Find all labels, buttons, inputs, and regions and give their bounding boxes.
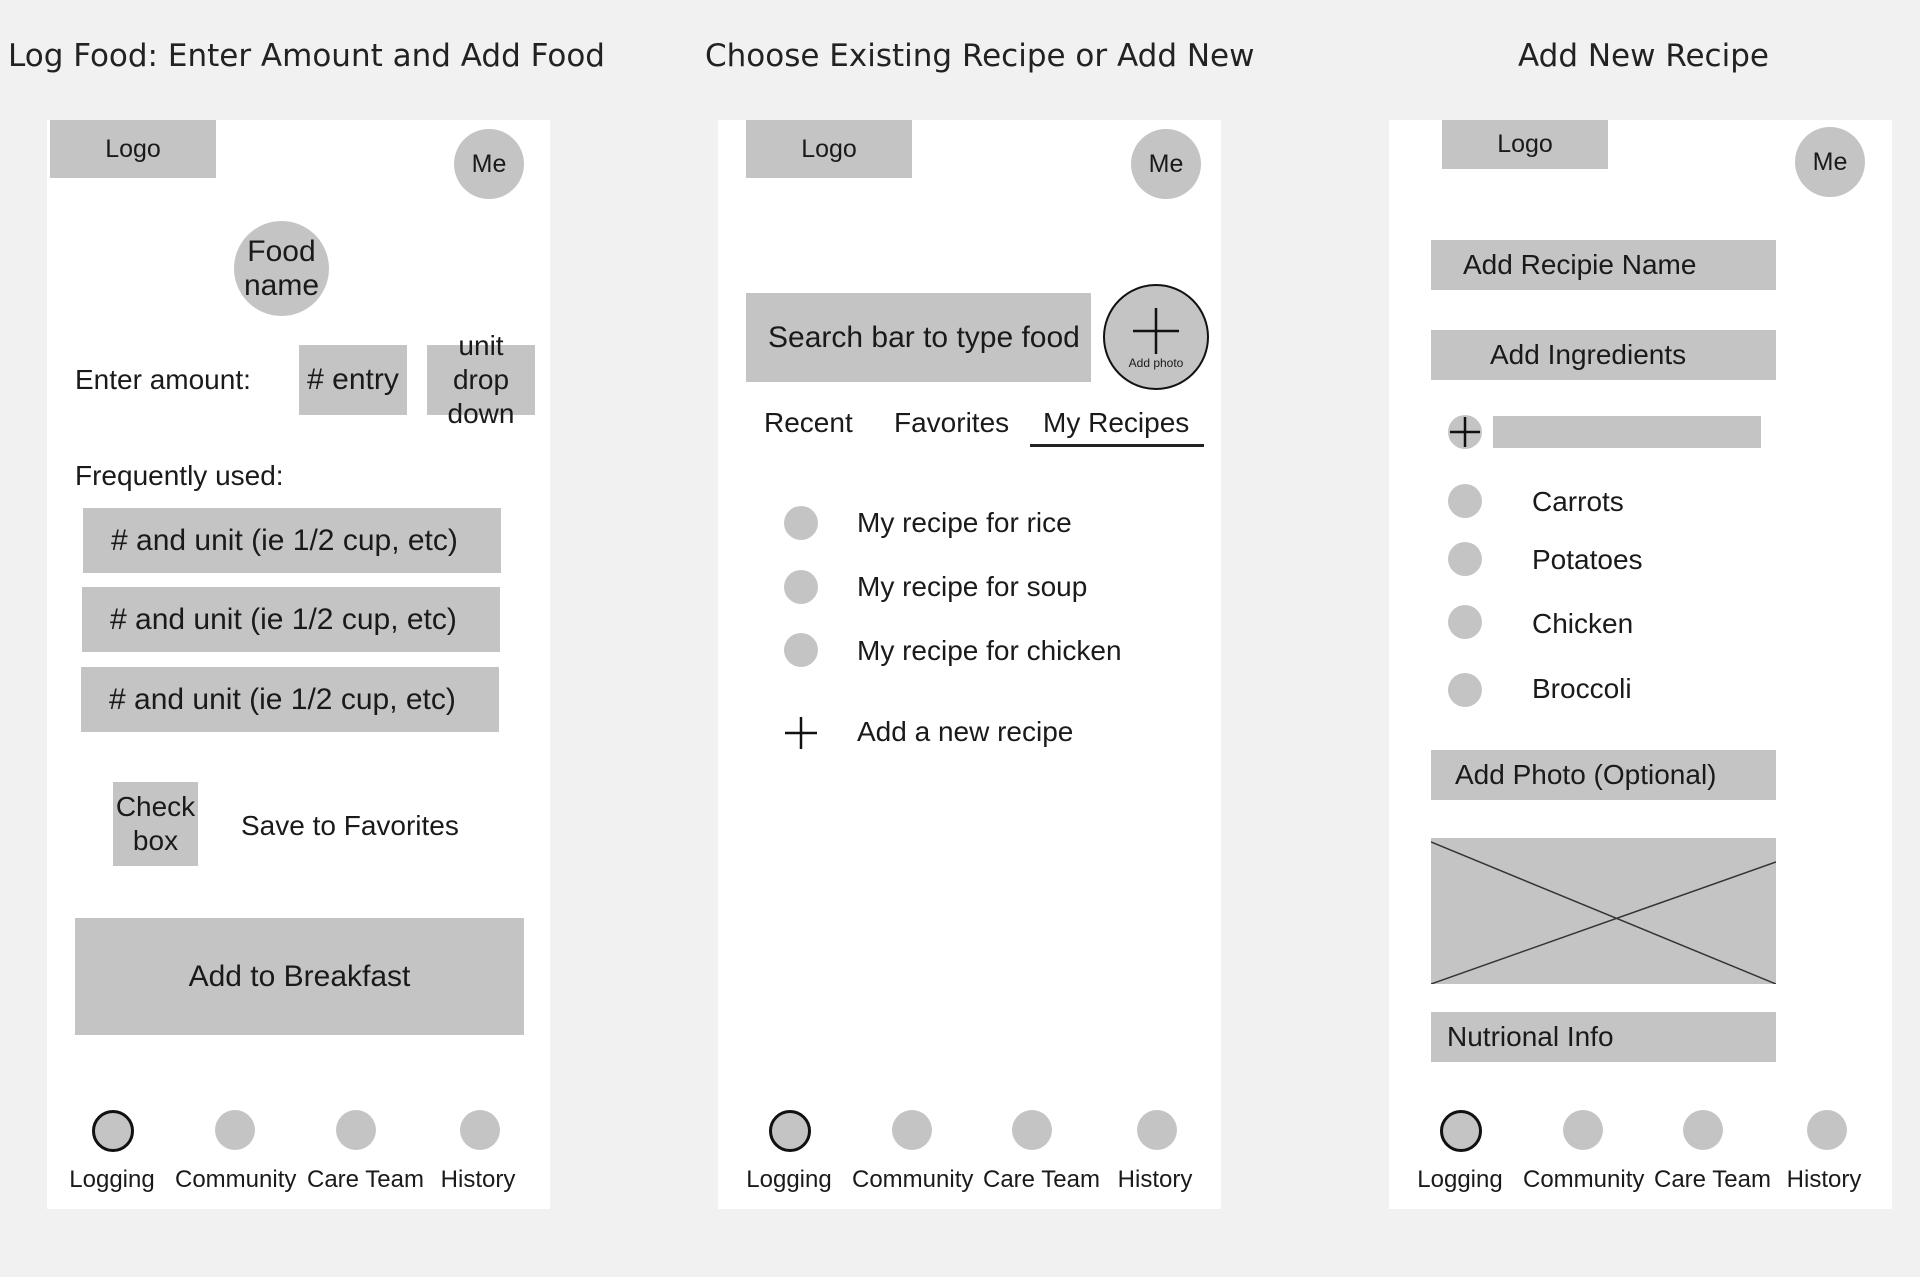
- ingredient-radio[interactable]: [1448, 673, 1482, 707]
- photo-placeholder-image: [1431, 838, 1776, 984]
- add-to-breakfast-button[interactable]: Add to Breakfast: [75, 918, 524, 1035]
- active-tab-indicator: [1030, 444, 1204, 447]
- tab-recent[interactable]: Recent: [764, 407, 853, 438]
- add-photo-label: Add photo: [1128, 356, 1184, 370]
- recipe-radio[interactable]: [784, 633, 818, 667]
- save-favorites-checkbox[interactable]: [113, 782, 198, 866]
- frequently-used-label: Frequently used:: [75, 460, 284, 491]
- unit-line2: drop: [452, 364, 510, 395]
- add-ingredient-plus-button[interactable]: [1448, 415, 1482, 449]
- recipe-radio[interactable]: [784, 570, 818, 604]
- plus-icon: [1131, 306, 1181, 356]
- ingredient-item: Chicken: [1532, 608, 1634, 639]
- nav-label-community[interactable]: Community: [175, 1166, 297, 1193]
- screen2-caption: Choose Existing Recipe or Add New: [705, 38, 1255, 74]
- food-name-line2: name: [243, 268, 320, 302]
- recipe-item[interactable]: My recipe for chicken: [857, 635, 1122, 666]
- recipe-radio[interactable]: [784, 506, 818, 540]
- frequent-item[interactable]: # and unit (ie 1/2 cup, etc): [83, 508, 501, 573]
- recipe-name-input[interactable]: Add Recipie Name: [1431, 240, 1776, 290]
- care-team-nav-icon[interactable]: [336, 1110, 376, 1150]
- nutritional-info-button[interactable]: Nutrional Info: [1431, 1012, 1776, 1062]
- nav-label-care-team[interactable]: Care Team: [1654, 1166, 1771, 1193]
- food-search-input[interactable]: Search bar to type food: [746, 293, 1091, 382]
- add-photo-optional-button[interactable]: Add Photo (Optional): [1431, 750, 1776, 800]
- unit-line1: unit: [458, 330, 504, 361]
- frequent-item[interactable]: # and unit (ie 1/2 cup, etc): [81, 667, 499, 732]
- care-team-nav-icon[interactable]: [1683, 1110, 1723, 1150]
- ingredient-radio[interactable]: [1448, 605, 1482, 639]
- nav-label-history[interactable]: History: [1117, 1166, 1193, 1193]
- ingredient-item: Carrots: [1532, 486, 1624, 517]
- add-new-recipe-link[interactable]: Add a new recipe: [857, 716, 1074, 747]
- food-name-image: [234, 221, 329, 316]
- history-nav-icon[interactable]: [460, 1110, 500, 1150]
- profile-avatar-button[interactable]: Me: [1131, 129, 1201, 199]
- checkbox-line2: box: [132, 825, 179, 856]
- recipe-item[interactable]: My recipe for rice: [857, 507, 1072, 538]
- nav-label-community[interactable]: Community: [1523, 1166, 1645, 1193]
- unit-dropdown[interactable]: [427, 330, 535, 429]
- food-name-line1: Food: [247, 234, 316, 268]
- logging-nav-icon[interactable]: [92, 1110, 134, 1152]
- screen3-caption: Add New Recipe: [1518, 38, 1769, 74]
- community-nav-icon[interactable]: [215, 1110, 255, 1150]
- logo: Logo: [50, 120, 216, 178]
- recipe-item[interactable]: My recipe for soup: [857, 571, 1088, 602]
- ingredient-item: Potatoes: [1532, 544, 1643, 575]
- profile-avatar-button[interactable]: Me: [1795, 127, 1865, 197]
- choose-recipe-screen: [718, 120, 1221, 1209]
- nav-label-history[interactable]: History: [1786, 1166, 1862, 1193]
- log-food-screen: [47, 120, 550, 1209]
- add-recipe-screen: [1389, 120, 1892, 1209]
- ingredient-item: Broccoli: [1532, 673, 1632, 704]
- logging-nav-icon[interactable]: [769, 1110, 811, 1152]
- ingredient-input[interactable]: [1493, 416, 1761, 448]
- plus-icon: [1448, 415, 1482, 449]
- add-ingredients-button[interactable]: Add Ingredients: [1431, 330, 1776, 380]
- nav-label-history[interactable]: History: [440, 1166, 516, 1193]
- profile-avatar-button[interactable]: Me: [454, 129, 524, 199]
- add-recipe-plus-icon[interactable]: [784, 716, 818, 750]
- nav-label-care-team[interactable]: Care Team: [983, 1166, 1100, 1193]
- history-nav-icon[interactable]: [1137, 1110, 1177, 1150]
- ingredient-radio[interactable]: [1448, 542, 1482, 576]
- tab-my-recipes[interactable]: My Recipes: [1043, 407, 1190, 438]
- history-nav-icon[interactable]: [1807, 1110, 1847, 1150]
- add-photo-button[interactable]: [1103, 284, 1209, 390]
- amount-entry-input[interactable]: # entry: [299, 345, 407, 415]
- community-nav-icon[interactable]: [892, 1110, 932, 1150]
- nav-label-community[interactable]: Community: [852, 1166, 974, 1193]
- tab-favorites[interactable]: Favorites: [894, 407, 1010, 438]
- logo: Logo: [1442, 120, 1608, 169]
- save-favorites-label: Save to Favorites: [241, 810, 459, 841]
- ingredient-radio[interactable]: [1448, 484, 1482, 518]
- logo: Logo: [746, 120, 912, 178]
- frequent-item[interactable]: # and unit (ie 1/2 cup, etc): [82, 587, 500, 652]
- nav-label-logging[interactable]: Logging: [746, 1166, 832, 1193]
- nav-label-care-team[interactable]: Care Team: [307, 1166, 424, 1193]
- unit-line3: down: [447, 398, 515, 429]
- enter-amount-label: Enter amount:: [75, 364, 251, 395]
- care-team-nav-icon[interactable]: [1012, 1110, 1052, 1150]
- logging-nav-icon[interactable]: [1440, 1110, 1482, 1152]
- checkbox-line1: Check: [115, 791, 196, 822]
- nav-label-logging[interactable]: Logging: [69, 1166, 155, 1193]
- screen1-caption: Log Food: Enter Amount and Add Food: [8, 38, 605, 74]
- community-nav-icon[interactable]: [1563, 1110, 1603, 1150]
- nav-label-logging[interactable]: Logging: [1417, 1166, 1503, 1193]
